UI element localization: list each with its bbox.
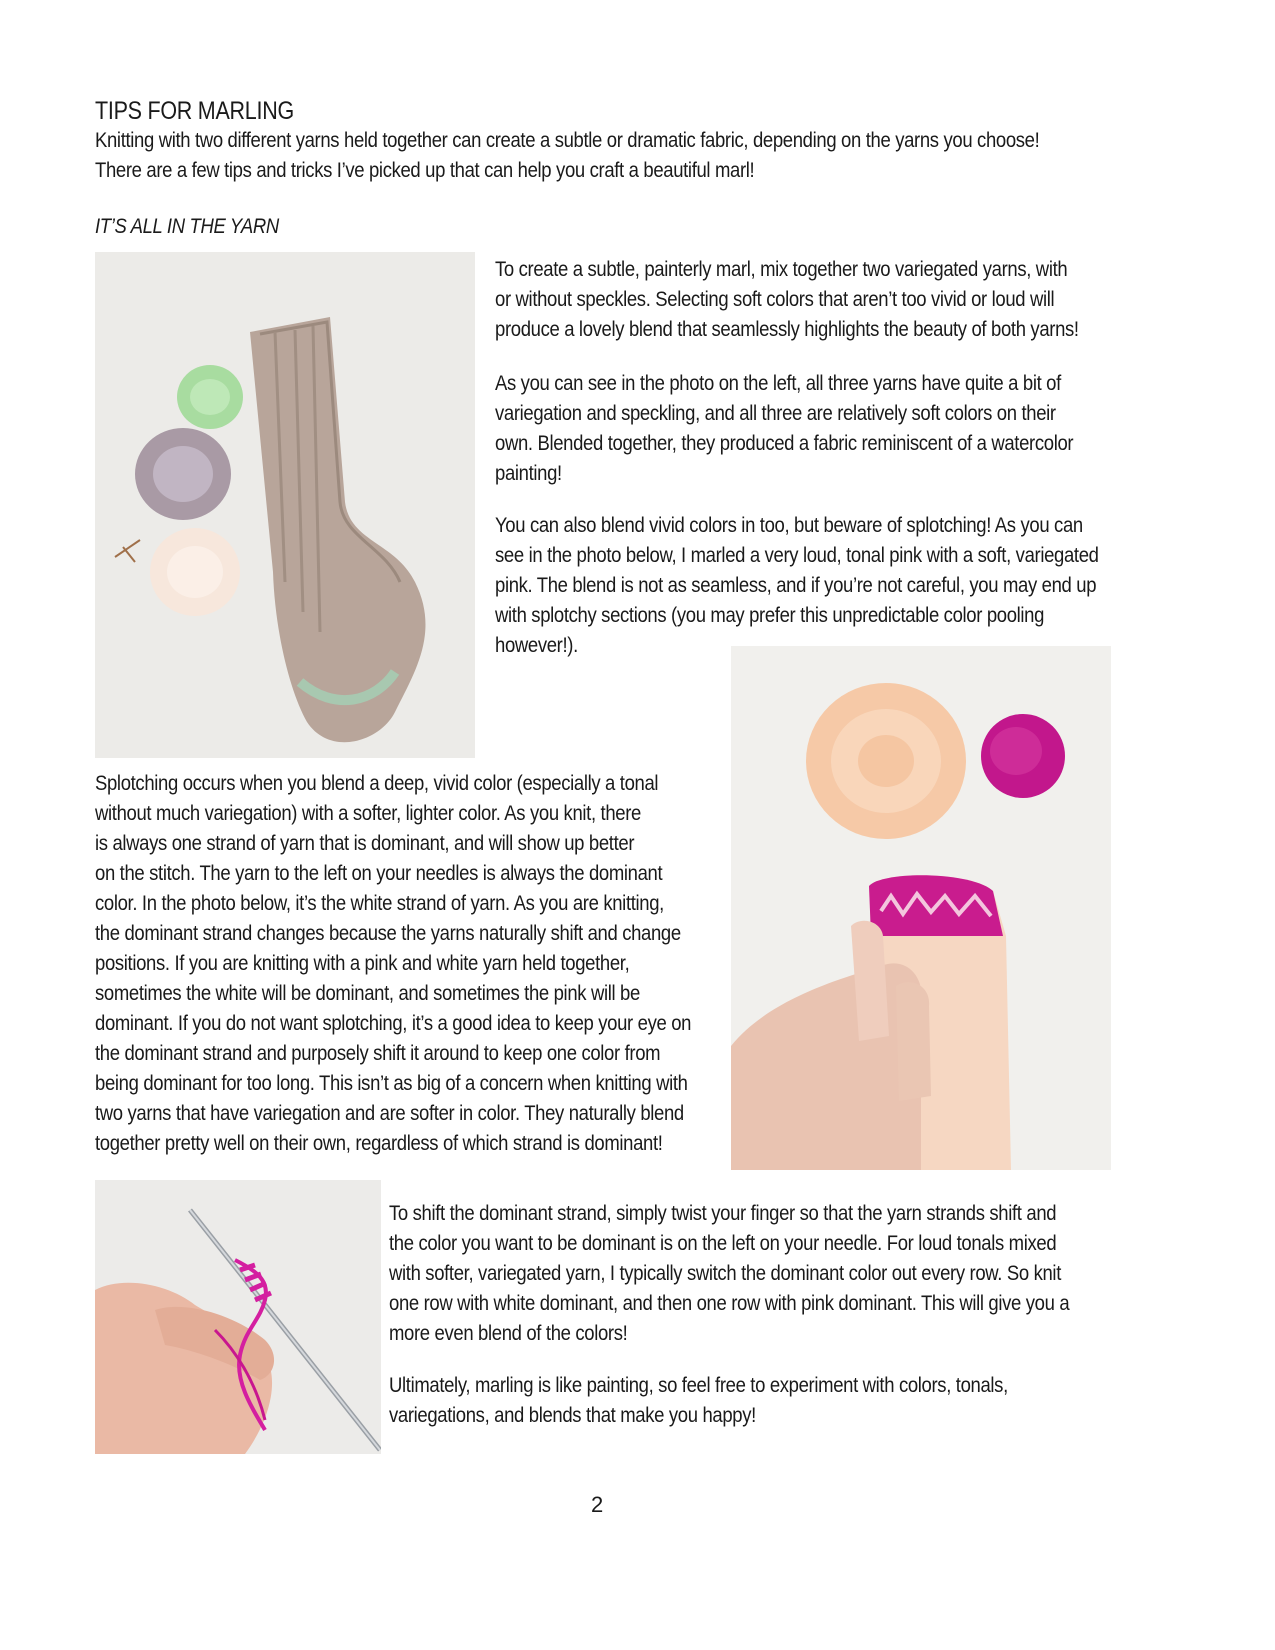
text-line: together pretty well on their own, regardless of which strand is dominant! — [95, 1131, 663, 1155]
text-line: There are a few tips and tricks I’ve picked up that can help you craft a beautiful marl! — [95, 158, 755, 182]
text-line: see in the photo below, I marled a very loud, tonal pink with a soft, variegated — [495, 543, 1099, 567]
paragraph-subtle-marl — [495, 254, 1079, 344]
text-line: Ultimately, marling is like painting, so feel free to experiment with colors, tonals, — [389, 1373, 1008, 1397]
text-line: painting! — [495, 461, 562, 485]
text-line: is always one strand of yarn that is dominant, and will show up better — [95, 831, 635, 855]
paragraph-splotching — [95, 768, 691, 1158]
text-line: Splotching occurs when you blend a deep, vivid color (especially a tonal — [95, 771, 659, 795]
text-line: You can also blend vivid colors in too, but beware of splotching! As you can — [495, 513, 1083, 537]
intro-paragraph — [95, 125, 1039, 185]
text-line: dominant. If you do not want splotching, it’s a good idea to keep your eye on — [95, 1011, 692, 1035]
text-line: variegations, and blends that make you happy! — [389, 1403, 756, 1427]
page-title: TIPS FOR MARLING — [95, 97, 294, 125]
page-number: 2 — [591, 1492, 604, 1517]
pink-yarn-sock-photo — [731, 646, 1111, 1170]
text-line: however!). — [495, 633, 578, 657]
text-line: the dominant strand and purposely shift it around to keep one color from — [95, 1041, 661, 1065]
text-line: two yarns that have variegation and are softer in color. They naturally blend — [95, 1101, 684, 1125]
text-line: color. In the photo below, it’s the white strand of yarn. As you are knitting, — [95, 891, 664, 915]
text-line: one row with white dominant, and then one row with pink dominant. This will give you a — [389, 1291, 1070, 1315]
text-line: pink. The blend is not as seamless, and if you’re not careful, you may end up — [495, 573, 1097, 597]
needle-and-yarn-photo — [95, 1180, 381, 1454]
section-heading: IT’S ALL IN THE YARN — [95, 214, 279, 238]
text-line: with softer, variegated yarn, I typically switch the dominant color out every row. So knit — [389, 1261, 1061, 1285]
text-line: being dominant for too long. This isn’t as big of a concern when knitting with — [95, 1071, 688, 1095]
text-line: the color you want to be dominant is on the left on your needle. For loud tonals mixed — [389, 1231, 1057, 1255]
text-line: positions. If you are knitting with a pink and white yarn held together, — [95, 951, 630, 975]
text-line: As you can see in the photo on the left, all three yarns have quite a bit of — [495, 371, 1061, 395]
text-line: more even blend of the colors! — [389, 1321, 628, 1345]
text-line: on the stitch. The yarn to the left on your needles is always the dominant — [95, 861, 663, 885]
text-line: or without speckles. Selecting soft colors that aren’t too vivid or loud will — [495, 287, 1055, 311]
paragraph-shift-dominant — [389, 1198, 1069, 1348]
text-line: To create a subtle, painterly marl, mix together two variegated yarns, with — [495, 257, 1068, 281]
text-line: sometimes the white will be dominant, and sometimes the pink will be — [95, 981, 640, 1005]
text-line: own. Blended together, they produced a fabric reminiscent of a watercolor — [495, 431, 1074, 455]
text-line: the dominant strand changes because the yarns naturally shift and change — [95, 921, 681, 945]
paragraph-photo-explanation — [495, 368, 1073, 488]
text-line: produce a lovely blend that seamlessly highlights the beauty of both yarns! — [495, 317, 1079, 341]
text-line: To shift the dominant strand, simply twist your finger so that the yarn strands shift and — [389, 1201, 1057, 1225]
text-line: with splotchy sections (you may prefer this unpredictable color pooling — [495, 603, 1045, 627]
text-line: without much variegation) with a softer, lighter color. As you knit, there — [95, 801, 641, 825]
paragraph-vivid-colors — [495, 510, 1099, 660]
paragraph-conclusion — [389, 1370, 1008, 1430]
text-line: variegation and speckling, and all three are relatively soft colors on their — [495, 401, 1056, 425]
text-line: Knitting with two different yarns held together can create a subtle or dramatic fabric, depending on the yarns you choose! — [95, 128, 1040, 152]
sock-and-yarn-balls-photo — [95, 252, 475, 758]
